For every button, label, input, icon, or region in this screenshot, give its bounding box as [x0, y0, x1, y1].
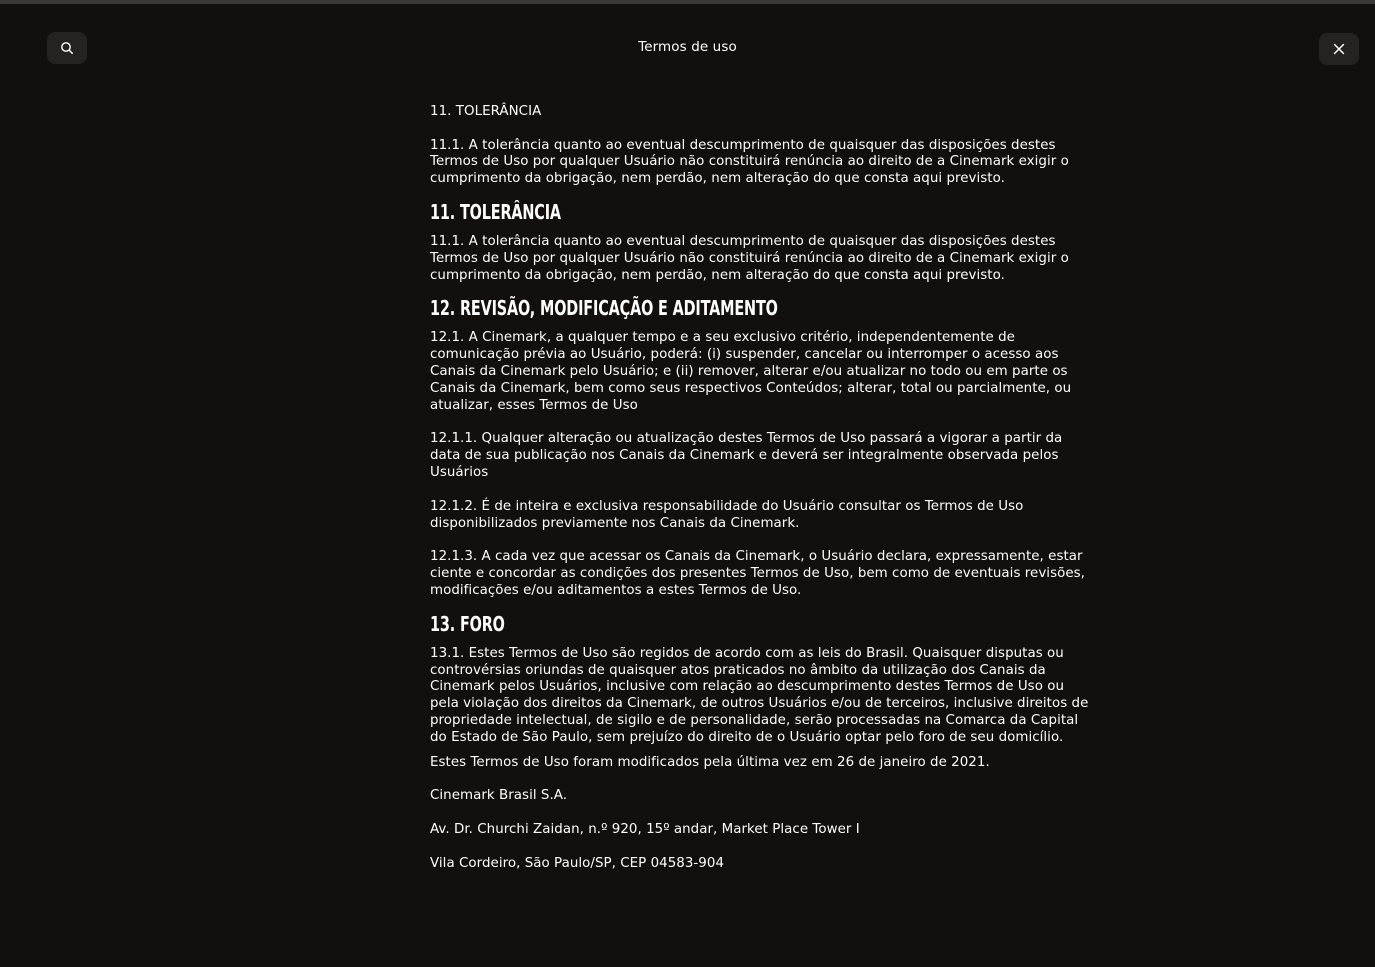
heading-section-12: 12. REVISÃO, MODIFICAÇÃO E ADITAMENTO	[430, 296, 778, 321]
paragraph-13-1: 13.1. Estes Termos de Uso são regidos de acordo com as leis do Brasil. Quaisquer disputas ou controvérsias oriundas de quaisquer atos praticados no âmbito da utilização dos Canais da Cinemark pelos Usuários, inclusive com relação ao descumprimento destes Termos de Uso ou pela violação dos direitos da Cinemark, de outros Usuários e/ou de terceiros, inclusive direitos de propriedade intelectual, de sigilo e de personalidade, serão processadas na Comarca da Capital do Estado de São Paulo, sem prejuízo do direito de o Usuário optar pelo foro de seu domicílio.	[430, 645, 1089, 745]
page-title: Termos de uso	[638, 39, 737, 55]
close-button[interactable]	[1319, 33, 1359, 65]
company-name: Cinemark Brasil S.A.	[430, 788, 568, 804]
terms-content[interactable]	[430, 70, 1090, 873]
company-address: Av. Dr. Churchi Zaidan, n.º 920, 15º andar, Market Place Tower I	[430, 822, 860, 838]
paragraph-12-1-2: 12.1.2. É de inteira e exclusiva responsabilidade do Usuário consultar os Termos de Uso disponibilizados previamente nos Canais da Cinemark.	[430, 498, 1024, 531]
paragraph-last-modified: Estes Termos de Uso foram modificados pela última vez em 26 de janeiro de 2021.	[430, 754, 990, 770]
close-icon	[1333, 43, 1345, 55]
paragraph-12-1-1: 12.1.1. Qualquer alteração ou atualização destes Termos de Uso passará a vigorar a partir da data de sua publicação nos Canais da Cinemark e deverá ser integralmente observada pelos Usuários	[430, 431, 1063, 480]
paragraph-11-1-a: 11.1. A tolerância quanto ao eventual descumprimento de quaisquer das disposições destes Termos de Uso por qualquer Usuário não constituirá renúncia ao direito de a Cinemark exigir o cumprimento da obrigação, nem perdão, nem alteração do que consta aqui previsto.	[430, 137, 1069, 187]
paragraph-12-1: 12.1. A Cinemark, a qualquer tempo e a seu exclusivo critério, independentemente de comunicação prévia ao Usuário, poderá: (i) suspender, cancelar ou interromper o acesso aos Canais da Cinemark pelo Usuário; e (ii) remover, alterar e/ou atualizar no todo ou em parte os Canais da Cinemark, bem como seus respectivos Conteúdos; alterar, total ou parcialmente, ou atualizar, esses Termos de Uso	[430, 330, 1072, 413]
paragraph-12-1-3: 12.1.3. A cada vez que acessar os Canais da Cinemark, o Usuário declara, expressamente, estar ciente e concordar as condições dos presentes Termos de Uso, bem como de eventuais revisões, modificações e/ou aditamentos a estes Termos de Uso.	[430, 549, 1085, 598]
company-city: Vila Cordeiro, São Paulo/SP, CEP 04583-904	[430, 855, 725, 871]
paragraph-11-1-b: 11.1. A tolerância quanto ao eventual descumprimento de quaisquer das disposições destes Termos de Uso por qualquer Usuário não constituirá renúncia ao direito de a Cinemark exigir o cumprimento da obrigação, nem perdão, nem alteração do que consta aqui previsto.	[430, 233, 1069, 283]
heading-section-13: 13. FORO	[430, 611, 505, 636]
heading-section-11: 11. TOLERÂNCIA	[430, 199, 561, 224]
section-11-label: 11. TOLERÂNCIA	[430, 103, 542, 119]
modal-header	[0, 4, 1375, 84]
